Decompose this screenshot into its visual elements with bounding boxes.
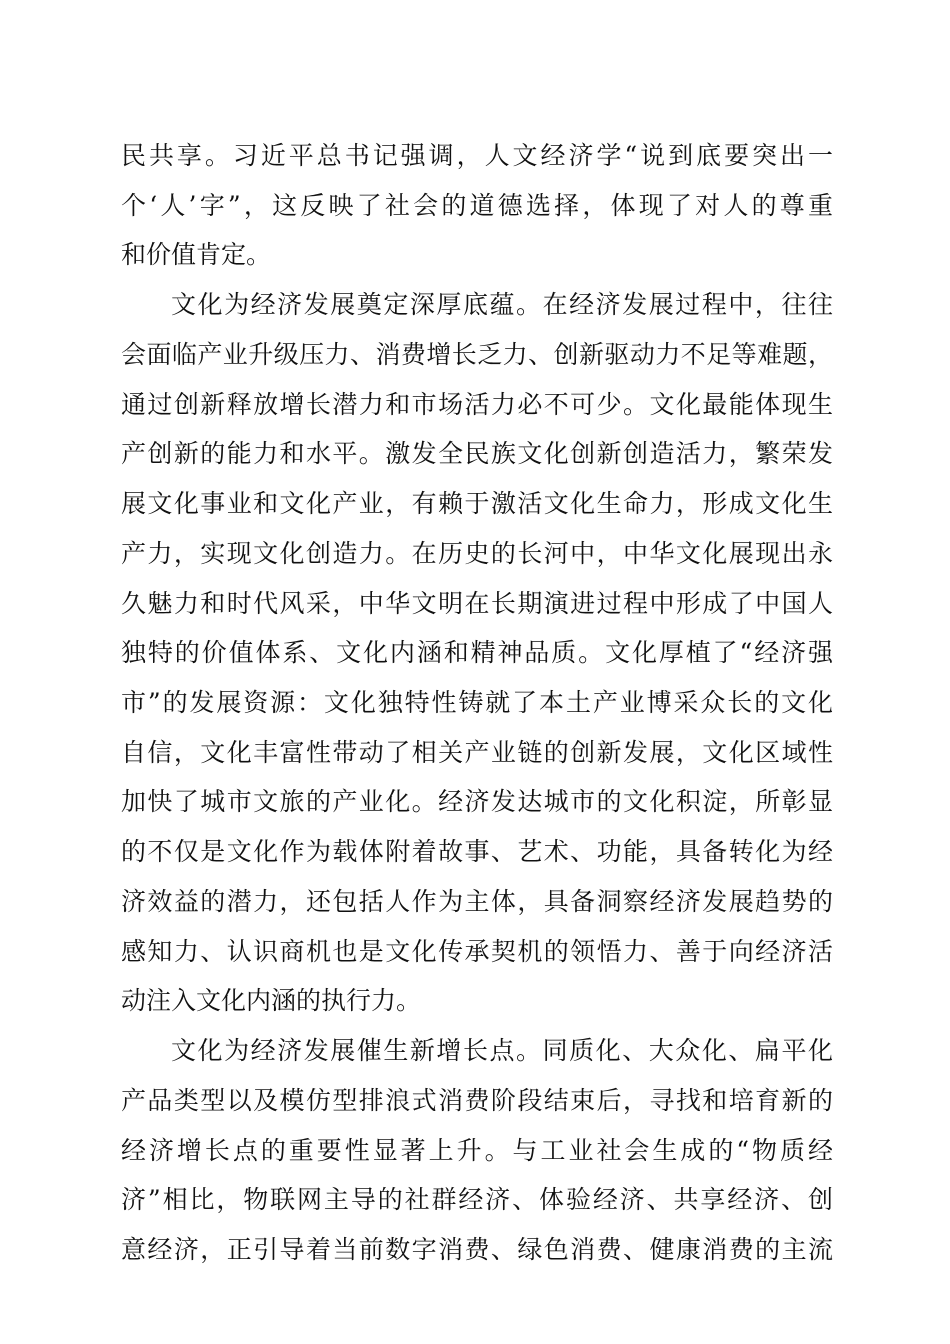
- text-line: 动注入文化内涵的执行力。: [121, 986, 422, 1015]
- text-line: 展文化事业和文化产业，有赖于激活文化生命力，形成文化生: [121, 489, 833, 518]
- paragraph-heading-line: 文化为经济发展奠定深厚底蕴。在经济发展过程中，往往: [171, 290, 833, 319]
- text-line: 产力，实现文化创造力。在历史的长河中，中华文化展现出永: [121, 539, 833, 568]
- text-line: 经济增长点的重要性显著上升。与工业社会生成的“物质经: [121, 1136, 833, 1165]
- text-line: 独特的价值体系、文化内涵和精神品质。文化厚植了“经济强: [121, 638, 833, 667]
- text-line: 久魅力和时代风采，中华文明在长期演进过程中形成了中国人: [121, 589, 833, 618]
- paragraph-heading-line: 文化为经济发展催生新增长点。同质化、大众化、扁平化: [171, 1036, 833, 1065]
- text-line: 产创新的能力和水平。激发全民族文化创新创造活力，繁荣发: [121, 439, 833, 468]
- text-line: 市”的发展资源：文化独特性铸就了本土产业博采众长的文化: [121, 688, 833, 717]
- text-line: 的不仅是文化作为载体附着故事、艺术、功能，具备转化为经: [121, 837, 833, 866]
- text-line: 个‘人’字”，这反映了社会的道德选择，体现了对人的尊重: [121, 191, 833, 220]
- text-line: 济效益的潜力，还包括人作为主体，具备洞察经济发展趋势的: [121, 887, 833, 916]
- text-line: 济”相比，物联网主导的社群经济、体验经济、共享经济、创: [121, 1185, 833, 1214]
- text-line: 通过创新释放增长潜力和市场活力必不可少。文化最能体现生: [121, 390, 833, 419]
- text-line: 感知力、认识商机也是文化传承契机的领悟力、善于向经济活: [121, 937, 833, 966]
- text-line: 会面临产业升级压力、消费增长乏力、创新驱动力不足等难题，: [121, 340, 833, 369]
- text-line: 加快了城市文旅的产业化。经济发达城市的文化积淀，所彰显: [121, 787, 833, 816]
- text-line: 民共享。习近平总书记强调，人文经济学“说到底要突出一: [121, 141, 833, 170]
- text-line: 和价值肯定。: [121, 240, 272, 269]
- text-line: 自信，文化丰富性带动了相关产业链的创新发展，文化区域性: [121, 738, 833, 767]
- text-line: 意经济，正引导着当前数字消费、绿色消费、健康消费的主流: [121, 1235, 833, 1264]
- text-line: 产品类型以及模仿型排浪式消费阶段结束后，寻找和培育新的: [121, 1086, 833, 1115]
